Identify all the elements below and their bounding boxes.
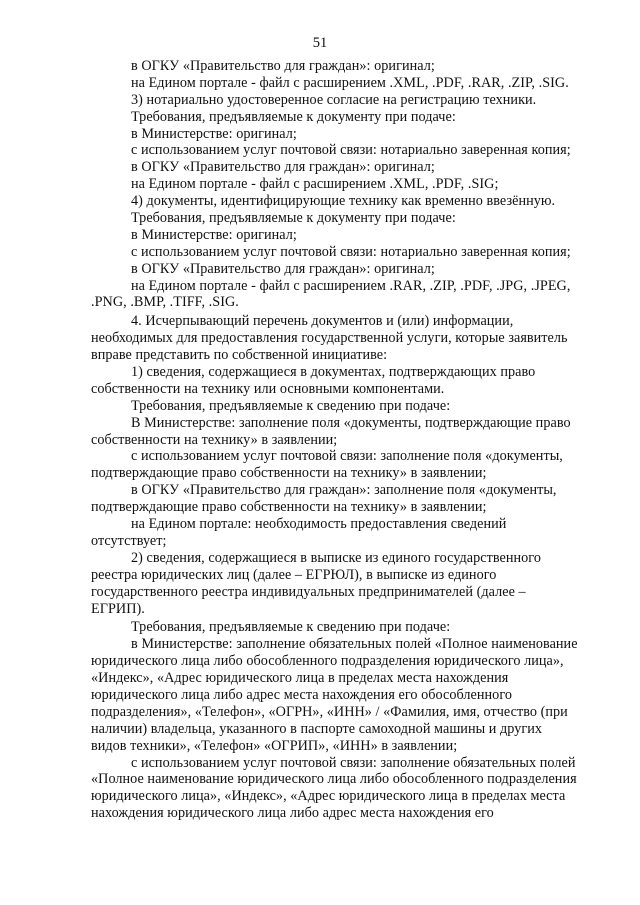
text-line: видов техники», «Телефон» «ОГРИП», «ИНН» в заявлении;	[91, 737, 458, 754]
text-line: юридического лица либо обособленного подразделения юридического лица»,	[91, 653, 564, 670]
text-line: юридического лица либо адрес места нахождения его обособленного	[91, 686, 512, 703]
text-line: с использованием услуг почтовой связи: нотариально заверенная копия;	[131, 243, 571, 260]
text-line: с использованием услуг почтовой связи: заполнение обязательных полей	[131, 754, 576, 771]
document-body	[91, 58, 608, 822]
text-line: отсутствует;	[91, 532, 167, 549]
text-line: подтверждающие право собственности на технику» в заявлении;	[91, 499, 487, 516]
page-number: 51	[312, 35, 328, 51]
text-line: необходимых для предоставления государственной услуги, которые заявитель	[91, 330, 568, 347]
text-line: на Едином портале - файл с расширением .XML, .PDF, .RAR, .ZIP, .SIG.	[131, 74, 569, 91]
text-line: Требования, предъявляемые к документу при подаче:	[131, 210, 456, 227]
text-line: Требования, предъявляемые к сведению при подаче:	[131, 619, 451, 636]
text-line: вправе представить по собственной инициативе:	[91, 347, 388, 364]
text-line: в Министерстве: оригинал;	[131, 125, 297, 142]
text-line: ЕГРИП).	[91, 600, 145, 617]
text-line: в Министерстве: заполнение обязательных полей «Полное наименование	[131, 636, 578, 653]
text-line: .PNG, .BMP, .TIFF, .SIG.	[91, 294, 239, 311]
text-line: на Едином портале: необходимость предоставления сведений	[131, 516, 507, 533]
text-line: наличии) владельца, указанного в паспорте самоходной машины и других	[91, 720, 543, 737]
text-line: в ОГКУ «Правительство для граждан»: оригинал;	[131, 159, 435, 176]
text-line: 1) сведения, содержащиеся в документах, подтверждающих право	[131, 364, 536, 381]
text-line: Требования, предъявляемые к сведению при подаче:	[131, 397, 451, 414]
text-line: 3) нотариально удостоверенное согласие на регистрацию техники.	[131, 91, 537, 108]
text-line: государственного реестра индивидуальных предпринимателей (далее –	[91, 583, 526, 600]
text-line: собственности на технику или основными компонентами.	[91, 380, 445, 397]
text-line: в ОГКУ «Правительство для граждан»: оригинал;	[131, 260, 435, 277]
text-line: в ОГКУ «Правительство для граждан»: оригинал;	[131, 58, 435, 74]
text-line: подтверждающие право собственности на технику» в заявлении;	[91, 465, 487, 482]
text-line: 4) документы, идентифицирующие технику как временно ввезённую.	[131, 193, 556, 210]
text-line: собственности на технику» в заявлении;	[91, 431, 338, 448]
text-line: подразделения», «Телефон», «ОГРН», «ИНН» / «Фамилия, имя, отчество (при	[91, 703, 568, 720]
text-line: «Индекс», «Адрес юридического лица в пределах места нахождения	[91, 670, 509, 687]
text-line: 4. Исчерпывающий перечень документов и (или) информации,	[131, 313, 514, 330]
text-line: на Едином портале - файл с расширением .XML, .PDF, .SIG;	[131, 176, 499, 193]
text-line: реестра юридических лиц (далее – ЕГРЮЛ), в выписке из единого	[91, 566, 497, 583]
text-line: с использованием услуг почтовой связи: нотариально заверенная копия;	[131, 142, 571, 159]
text-line: нахождения юридического лица либо адрес места нахождения его	[91, 805, 494, 822]
text-line: в Министерстве: оригинал;	[131, 226, 297, 243]
text-line: с использованием услуг почтовой связи: заполнение поля «документы,	[131, 448, 563, 465]
text-line: В Министерстве: заполнение поля «документы, подтверждающие право	[131, 414, 571, 431]
text-line: 2) сведения, содержащиеся в выписке из единого государственного	[131, 549, 541, 566]
text-line: юридического лица», «Индекс», «Адрес юридического лица в пределах места	[91, 788, 566, 805]
text-line: на Едином портале - файл с расширением .RAR, .ZIP, .PDF, .JPG, .JPEG,	[131, 277, 571, 294]
text-line: «Полное наименование юридического лица либо обособленного подразделения	[91, 771, 577, 788]
text-line: в ОГКУ «Правительство для граждан»: заполнение поля «документы,	[131, 482, 557, 499]
text-line: Требования, предъявляемые к документу при подаче:	[131, 108, 456, 125]
